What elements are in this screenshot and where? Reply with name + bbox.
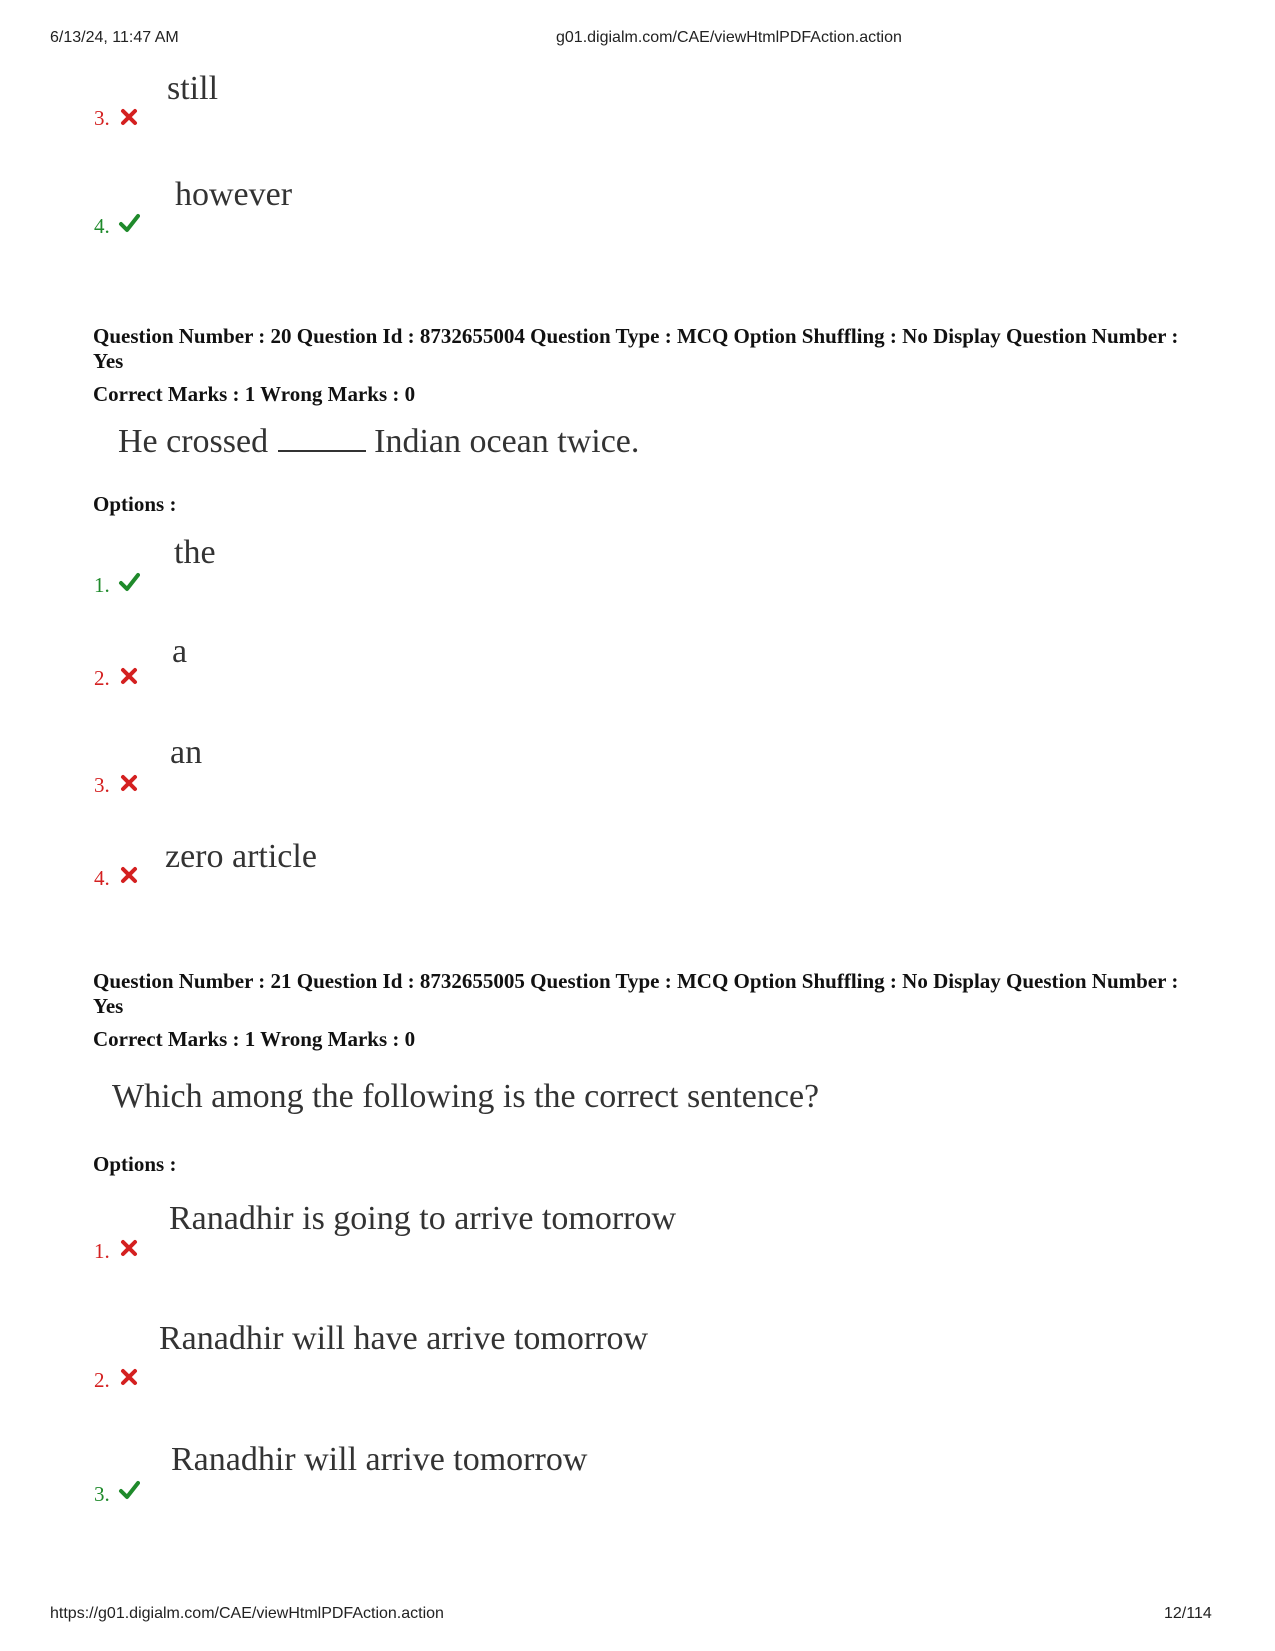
check-icon — [118, 212, 140, 234]
option-number: 4. — [94, 214, 110, 238]
blank-line — [278, 422, 366, 452]
check-icon — [118, 1479, 140, 1501]
options-label: Options : — [93, 492, 177, 516]
print-page-title: g01.digialm.com/CAE/viewHtmlPDFAction.action — [556, 29, 902, 46]
cross-icon — [118, 665, 140, 687]
check-icon — [118, 571, 140, 593]
option-text: still — [167, 70, 219, 107]
option-text: a — [172, 633, 188, 670]
question-text-before: He crossed — [118, 423, 269, 460]
option-number: 1. — [94, 573, 110, 597]
option-text: Ranadhir is going to arrive tomorrow — [169, 1200, 677, 1237]
question-marks: Correct Marks : 1 Wrong Marks : 0 — [93, 382, 416, 406]
print-footer-url: https://g01.digialm.com/CAE/viewHtmlPDFAction.action — [50, 1605, 444, 1622]
option-number: 4. — [94, 866, 110, 890]
question-text: Which among the following is the correct sentence? — [112, 1078, 820, 1115]
question-meta: Question Number : 20 Question Id : 8732655004 Question Type : MCQ Option Shuffling : No Display Question Number : Yes — [93, 324, 1179, 373]
option-text: Ranadhir will arrive tomorrow — [171, 1441, 588, 1478]
cross-icon — [118, 772, 140, 794]
option-number: 3. — [94, 106, 110, 130]
option-number: 1. — [94, 1239, 110, 1263]
cross-icon — [118, 1237, 140, 1259]
option-number: 3. — [94, 1482, 110, 1506]
option-text: zero article — [165, 838, 317, 875]
cross-icon — [118, 106, 140, 128]
question-marks: Correct Marks : 1 Wrong Marks : 0 — [93, 1027, 416, 1051]
option-text: the — [174, 534, 216, 571]
option-number: 2. — [94, 1368, 110, 1392]
option-number: 3. — [94, 773, 110, 797]
question-meta: Question Number : 21 Question Id : 8732655005 Question Type : MCQ Option Shuffling : No Display Question Number : Yes — [93, 969, 1179, 1018]
cross-icon — [118, 864, 140, 886]
cross-icon — [118, 1366, 140, 1388]
options-label: Options : — [93, 1152, 177, 1176]
option-text: Ranadhir will have arrive tomorrow — [159, 1320, 649, 1357]
question-text — [118, 422, 639, 461]
option-text: an — [170, 734, 203, 771]
question-text-after: Indian ocean twice. — [374, 423, 640, 460]
print-page-number: 12/114 — [1164, 1605, 1212, 1622]
print-datetime: 6/13/24, 11:47 AM — [50, 29, 179, 46]
option-text: however — [175, 176, 293, 213]
option-number: 2. — [94, 666, 110, 690]
